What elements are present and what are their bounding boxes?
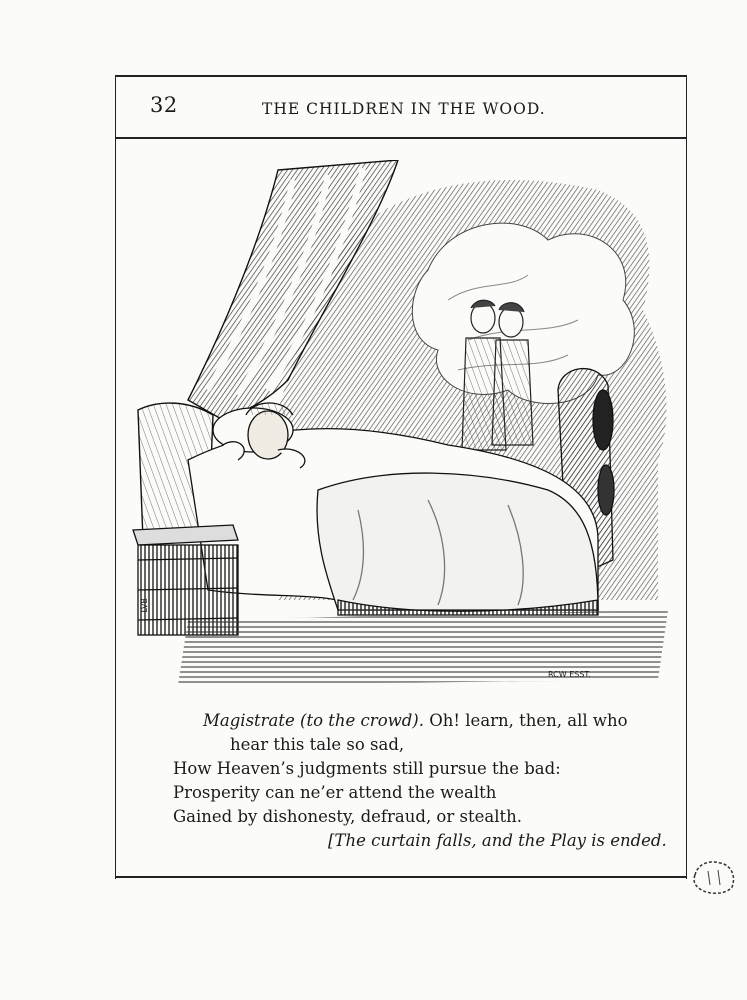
- stage-direction: [The curtain falls, and the Play is ended.: [328, 831, 667, 850]
- top-rule: [115, 75, 687, 77]
- verse-line-1: [203, 709, 628, 733]
- verse-line-4: Prosperity can ne’er attend the wealth: [173, 783, 497, 802]
- verse-line-5: Gained by dishonesty, defraud, or stealth.: [173, 807, 522, 826]
- bottom-rule: [115, 876, 687, 878]
- artist-signature: LVB: [140, 598, 149, 613]
- speaker-name: Magistrate: [203, 711, 295, 730]
- engraving-illustration: [128, 160, 673, 690]
- page-number: 32: [150, 93, 178, 117]
- header-rule: [115, 137, 687, 139]
- verse-line-3: How Heaven’s judgments still pursue the bad:: [173, 759, 561, 778]
- engraver-signature: RCW ESST.: [548, 670, 591, 679]
- verse-line-1-text: Oh! learn, then, all who: [429, 711, 628, 730]
- floor: [178, 610, 668, 685]
- verse-line-2: hear this tale so sad,: [230, 735, 405, 754]
- paper-tear-mark: [690, 855, 740, 897]
- running-head: THE CHILDREN IN THE WOOD.: [262, 100, 546, 118]
- speaker-direction: (to the crowd).: [300, 711, 424, 730]
